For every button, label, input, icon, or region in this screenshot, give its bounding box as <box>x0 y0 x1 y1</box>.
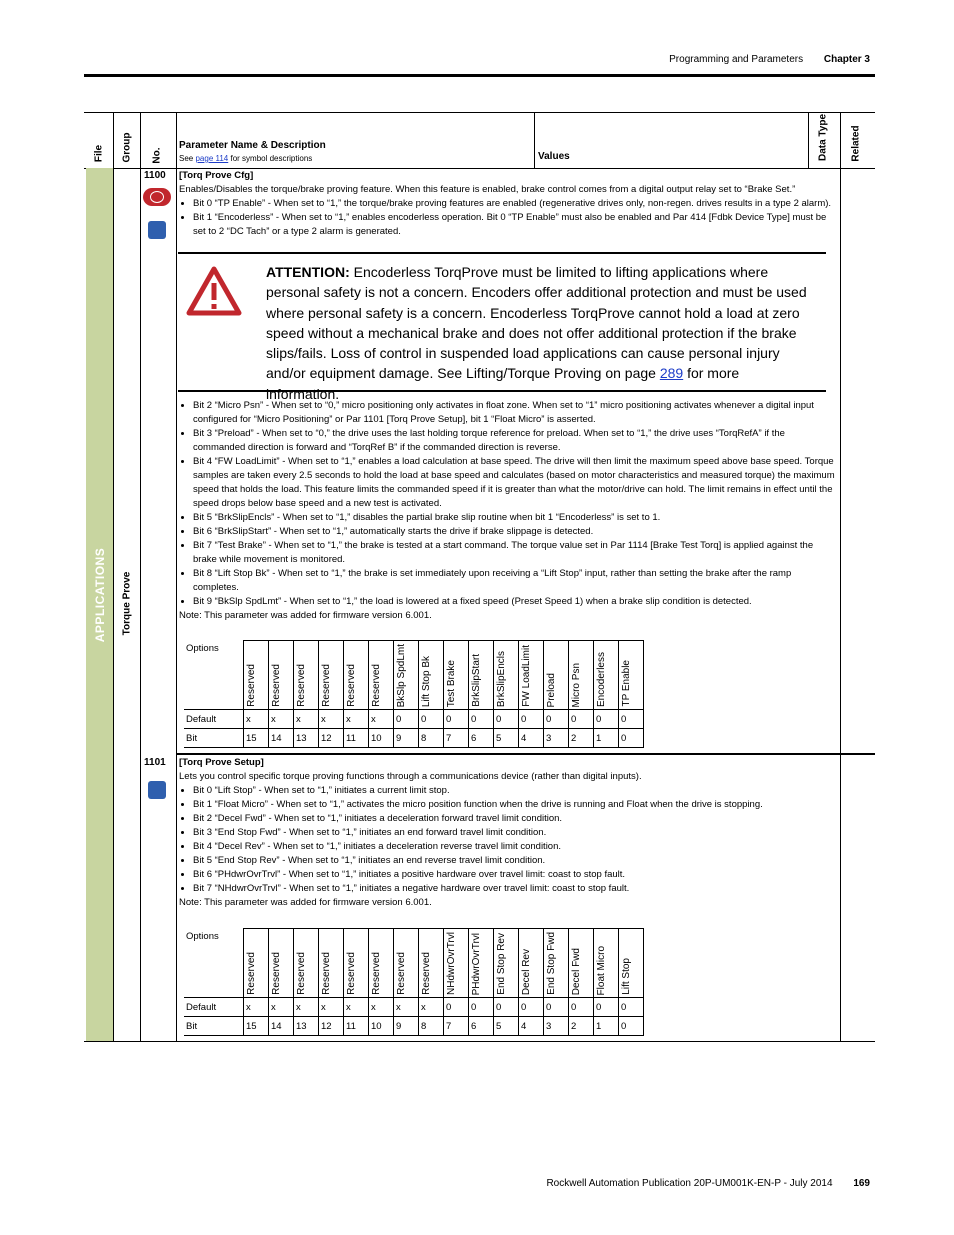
table-cell <box>494 641 519 710</box>
option-label: Reserved <box>396 952 407 995</box>
table-cell: 0 <box>469 710 494 729</box>
page-number: 169 <box>853 1178 870 1189</box>
option-label: BrkSlipEncls <box>496 650 507 707</box>
option-label: Float Micro <box>596 945 607 995</box>
option-label: Encoderless <box>596 651 607 707</box>
list-item: • Bit 2 “Micro Psn” - When set to “0,” micro positioning only activates in float zone. When set to “1” micro positioning activates whenever a digital input configured for “Micro Positioning” or Par 1101 [Torq Prove Setup], bit 1 “Float Micro” is asserted. <box>193 399 839 427</box>
table-cell: 0 <box>544 998 569 1017</box>
param-name-1100: [Torq Prove Cfg] <box>179 170 254 181</box>
col-data-type: Data Type <box>817 113 829 162</box>
table-cell: 12 <box>319 1017 344 1036</box>
param-1100-bits <box>179 399 839 623</box>
list-item: • Bit 7 “NHdwrOvrTrvl” - When set to “1,” initiates a negative hardware over travel limit: coast to stop fault. <box>193 882 839 896</box>
option-label: Decel Fwd <box>571 947 582 995</box>
table-cell <box>519 641 544 710</box>
page-289-link[interactable]: 289 <box>659 365 684 382</box>
table-cell: x <box>369 710 394 729</box>
table-cell: 0 <box>569 998 594 1017</box>
col-values: Values <box>538 151 570 162</box>
list-item: • Bit 2 “Decel Fwd” - When set to “1,” initiates a deceleration forward travel limit condition. <box>193 812 839 826</box>
table-cell <box>569 929 594 998</box>
table-cell: 0 <box>619 729 644 748</box>
symbol-page-link[interactable]: page 114 <box>195 154 229 163</box>
table-cell <box>569 641 594 710</box>
table-cell: 0 <box>619 710 644 729</box>
option-label: Micro Psn <box>571 662 582 707</box>
table-cell: 2 <box>569 729 594 748</box>
list-item: • Bit 3 “Preload” - When set to “0,” the drive uses the last holding torque reference for preload. When set to “1,” the drive uses “TorqRefA” if the commanded direction is forward and “TorqRef B” if the commanded direction is reverse. <box>193 427 839 455</box>
table-cell: x <box>244 710 269 729</box>
table-cell: 0 <box>444 998 469 1017</box>
header-rule <box>84 74 875 77</box>
table-cell <box>344 641 369 710</box>
list-item: • Bit 4 “FW LoadLimit” - When set to “1,” enables a load calculation at base speed. The drive will then limit the maximum speed above base speed. Torque samples are taken every 2.5 seconds to hold the load at base speed and calculates (based on motor characteristics and measured torque) the maximum speed that holds the load. This feature limits the commanded speed if it is greater than what the motor/drive can hold. The limit remains in effect until the speed drops below base speed and a new test is activated. <box>193 455 839 511</box>
table-cell: 14 <box>269 1017 294 1036</box>
table-cell: 5 <box>494 729 519 748</box>
table-row <box>184 1017 644 1036</box>
table-cell: 1 <box>594 1017 619 1036</box>
table-cell: 7 <box>444 1017 469 1036</box>
attention-text: ATTENTION: Encoderless TorqProve must be limited to lifting applications where personal safety is not a concern. Encoders offer additional protection and must be used where personal safety is a concern. Encoderless TorqProve cannot hold a load at zero speed without a mechanical brake and does not offer additional protection if the brake slips/fails. Loss of control in suspended load applications can cause personal injury and/or equipment damage. See Lifting/Torque Proving on page 289 for more information. <box>266 264 807 402</box>
table-cell: 0 <box>519 998 544 1017</box>
table-cell <box>519 929 544 998</box>
stop-drive-icon <box>143 188 171 206</box>
table-cell: 0 <box>494 710 519 729</box>
attention-box <box>178 252 826 402</box>
option-label: Reserved <box>321 952 332 995</box>
param-number-1101: 1101 <box>144 757 166 768</box>
table-cell: 10 <box>369 1017 394 1036</box>
col-name: Parameter Name & Description <box>179 140 326 151</box>
table-cell: x <box>269 710 294 729</box>
table-cell <box>469 641 494 710</box>
list-item: • Bit 0 “Lift Stop” - When set to “1,” initiates a current limit stop. <box>193 784 839 798</box>
table-cell: 13 <box>294 729 319 748</box>
table-cell <box>319 929 344 998</box>
table-cell <box>544 641 569 710</box>
table-top-rule <box>84 112 875 113</box>
firmware-note: Note: This parameter was added for firmware version 6.001. <box>179 897 432 908</box>
col-related: Related <box>850 125 862 162</box>
table-cell <box>594 929 619 998</box>
list-item: • Bit 5 “BrkSlipEncls” - When set to “1,” disables the partial brake slip routine when bit 1 “Encoderless” is set to 1. <box>193 511 839 525</box>
option-label: Decel Rev <box>521 948 532 995</box>
option-label: Reserved <box>346 664 357 707</box>
bit-table-1100 <box>184 640 644 748</box>
table-cell: 2 <box>569 1017 594 1036</box>
table-cell: 9 <box>394 1017 419 1036</box>
option-label: Test Brake <box>446 659 457 707</box>
table-cell: x <box>344 998 369 1017</box>
param-1101-text <box>179 756 839 910</box>
option-label: Preload <box>546 672 557 707</box>
option-label: NHdwrOvrTrvl <box>446 932 457 995</box>
option-label: Reserved <box>371 952 382 995</box>
table-cell: x <box>294 710 319 729</box>
option-label: Reserved <box>296 952 307 995</box>
list-item: • Bit 6 “BrkSlipStart” - When set to “1,” automatically starts the drive if brake slippage is detected. <box>193 525 839 539</box>
table-cell: 12 <box>319 729 344 748</box>
table-cell <box>369 641 394 710</box>
option-label: End Stop Fwd <box>546 932 557 995</box>
table-bottom-rule <box>84 1041 875 1042</box>
table-cell <box>619 929 644 998</box>
list-item: • Bit 0 “TP Enable” - When set to “1,” the torque/brake proving features are enabled (regenerative drives only, non-regen. drives results in a type 2 alarm). <box>193 197 839 211</box>
param-desc-1100: Enables/Disables the torque/brake proving feature. When this feature is enabled, brake control comes from a digital output relay set to “Brake Set.” <box>179 184 796 195</box>
option-label: TP Enable <box>621 660 632 707</box>
page-header <box>669 54 870 65</box>
table-cell: 0 <box>469 998 494 1017</box>
col-name-sub: See page 114 for symbol descriptions <box>179 154 313 163</box>
option-label: Reserved <box>371 664 382 707</box>
bit-list-a <box>179 197 839 239</box>
option-label: Reserved <box>246 664 257 707</box>
table-cell: 6 <box>469 1017 494 1036</box>
table-cell: 9 <box>394 729 419 748</box>
table-cell <box>444 641 469 710</box>
table-cell <box>419 929 444 998</box>
table-cell: x <box>419 998 444 1017</box>
table-row <box>184 929 644 998</box>
row-label: Bit <box>184 1017 244 1036</box>
param-1100-text <box>179 169 839 239</box>
option-label: Lift Stop <box>621 958 632 995</box>
table-cell: x <box>369 998 394 1017</box>
option-label: FW LoadLimit <box>521 645 532 707</box>
option-label: Reserved <box>271 952 282 995</box>
list-item: • Bit 1 “Encoderless” - When set to “1,” enables encoderless operation. Bit 0 “TP Enable” must also be enabled and Par 414 [Fdbk Device Type] must be set to 2 “DC Tach” or a type 2 alarm is generated. <box>193 211 839 239</box>
table-cell: 0 <box>494 998 519 1017</box>
table-cell: 1 <box>594 729 619 748</box>
option-label: BrkSlipStart <box>471 654 482 707</box>
table-cell <box>319 641 344 710</box>
table-cell: 0 <box>594 710 619 729</box>
table-cell: x <box>269 998 294 1017</box>
publication-id: Rockwell Automation Publication 20P-UM001K-EN-P - July 2014 <box>546 1178 833 1189</box>
table-cell: x <box>394 998 419 1017</box>
table-cell <box>269 641 294 710</box>
page-footer <box>546 1178 870 1189</box>
table-cell: x <box>319 998 344 1017</box>
table-cell: 7 <box>444 729 469 748</box>
table-cell <box>394 929 419 998</box>
option-label: Reserved <box>321 664 332 707</box>
table-cell: 4 <box>519 1017 544 1036</box>
list-item: • Bit 4 “Decel Rev” - When set to “1,” initiates a deceleration reverse travel limit condition. <box>193 840 839 854</box>
row-label: Bit <box>184 729 244 748</box>
chapter-label: Chapter 3 <box>823 54 870 65</box>
param-divider <box>176 753 875 755</box>
bit-list-1101 <box>179 784 839 896</box>
list-item: • Bit 8 “Lift Stop Bk” - When set to “1,” the brake is set immediately upon receiving a “Lift Stop” input, rather than setting the brake after the ramp completes. <box>193 567 839 595</box>
table-cell <box>494 929 519 998</box>
row-label: Options <box>186 930 219 942</box>
table-cell: 8 <box>419 729 444 748</box>
table-cell <box>544 929 569 998</box>
list-item: • Bit 3 “End Stop Fwd” - When set to “1,” initiates an end forward travel limit condition. <box>193 826 839 840</box>
option-label: BkSlp SpdLmt <box>396 643 407 707</box>
bit-list-b <box>179 399 839 609</box>
table-cell: 15 <box>244 1017 269 1036</box>
table-cell: 5 <box>494 1017 519 1036</box>
list-item: • Bit 9 “BkSlp SpdLmt” - When set to “1,” the load is lowered at a fixed speed (Preset Speed 1) when a brake slip condition is detected. <box>193 595 839 609</box>
table-cell: 4 <box>519 729 544 748</box>
table-cell <box>344 929 369 998</box>
table-cell: 11 <box>344 1017 369 1036</box>
table-cell <box>444 929 469 998</box>
table-cell: 0 <box>519 710 544 729</box>
bit-table-1101 <box>184 928 644 1036</box>
table-cell <box>244 929 269 998</box>
table-cell <box>294 929 319 998</box>
file-label: APPLICATIONS <box>93 547 107 643</box>
list-item: • Bit 5 “End Stop Rev” - When set to “1,” initiates an end reverse travel limit condition. <box>193 854 839 868</box>
section-title: Programming and Parameters <box>669 54 804 65</box>
row-label: Options <box>186 642 219 654</box>
col-group: Group <box>121 132 133 163</box>
group-label: Torque Prove <box>121 571 133 636</box>
table-cell: 0 <box>619 998 644 1017</box>
table-cell: 3 <box>544 1017 569 1036</box>
table-cell: 8 <box>419 1017 444 1036</box>
table-cell: 6 <box>469 729 494 748</box>
warning-icon <box>186 266 242 316</box>
table-cell: 10 <box>369 729 394 748</box>
table-cell: 0 <box>544 710 569 729</box>
table-cell: x <box>244 998 269 1017</box>
table-cell: x <box>294 998 319 1017</box>
option-label: Reserved <box>421 952 432 995</box>
option-label: Reserved <box>296 664 307 707</box>
param-desc-1101: Lets you control specific torque proving functions through a communications device (rather than digital inputs). <box>179 771 642 782</box>
list-item: • Bit 7 “Test Brake” - When set to “1,” the brake is tested at a start command. The torque value set in Par 1114 [Brake Test Torq] is applied against the brake while movement is monitored. <box>193 539 839 567</box>
table-cell: 14 <box>269 729 294 748</box>
list-item: • Bit 6 “PHdwrOvrTrvl” - When set to “1,” initiates a positive hardware over travel limit: coast to stop fault. <box>193 868 839 882</box>
option-label: Lift Stop Bk <box>421 655 432 707</box>
list-item: • Bit 1 “Float Micro” - When set to “1,” activates the micro position function when the drive is running and Float when the drive is stopping. <box>193 798 839 812</box>
32-bit-icon <box>148 781 166 799</box>
table-row <box>184 998 644 1017</box>
table-cell <box>394 641 419 710</box>
table-cell <box>294 641 319 710</box>
table-cell <box>469 929 494 998</box>
param-number-1100: 1100 <box>144 170 166 181</box>
table-cell: 3 <box>544 729 569 748</box>
table-cell <box>369 929 394 998</box>
option-label: PHdwrOvrTrvl <box>471 932 482 995</box>
32-bit-icon <box>148 221 166 239</box>
firmware-note: Note: This parameter was added for firmware version 6.001. <box>179 610 432 621</box>
param-name-1101: [Torq Prove Setup] <box>179 757 264 768</box>
col-file: File <box>93 144 105 163</box>
table-cell <box>594 641 619 710</box>
table-cell: 0 <box>569 710 594 729</box>
option-label: Reserved <box>346 952 357 995</box>
table-row <box>184 729 644 748</box>
table-cell: 11 <box>344 729 369 748</box>
option-label: Reserved <box>271 664 282 707</box>
table-row <box>184 641 644 710</box>
table-cell: 0 <box>419 710 444 729</box>
table-cell: 0 <box>394 710 419 729</box>
table-cell: 0 <box>619 1017 644 1036</box>
table-cell: 15 <box>244 729 269 748</box>
table-row <box>184 710 644 729</box>
table-cell: 13 <box>294 1017 319 1036</box>
option-label: End Stop Rev <box>496 933 507 995</box>
table-cell <box>419 641 444 710</box>
table-cell: x <box>319 710 344 729</box>
table-cell <box>619 641 644 710</box>
table-cell: 0 <box>444 710 469 729</box>
option-label: Reserved <box>246 952 257 995</box>
col-no: No. <box>151 147 163 164</box>
row-label: Default <box>184 998 244 1017</box>
table-cell <box>269 929 294 998</box>
row-label: Default <box>184 710 244 729</box>
table-cell: 0 <box>594 998 619 1017</box>
table-cell <box>244 641 269 710</box>
table-cell: x <box>344 710 369 729</box>
